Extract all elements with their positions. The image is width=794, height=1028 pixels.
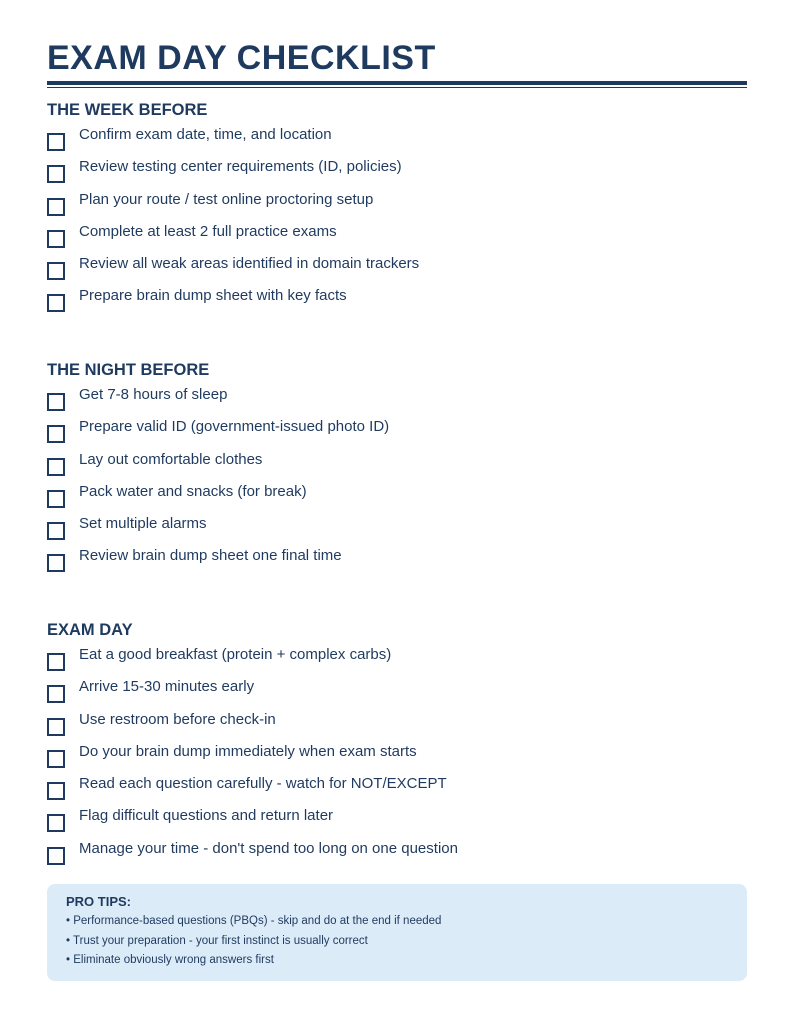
- checkbox[interactable]: [47, 847, 65, 865]
- checklist-item: [47, 840, 747, 872]
- pro-tip-item: • Trust your preparation - your first instinct is usually correct: [66, 934, 368, 947]
- pro-tips-list: [66, 912, 441, 971]
- checklist-item: [47, 743, 747, 775]
- checklist-item-label: Eat a good breakfast (protein + complex carbs): [79, 646, 392, 663]
- section-heading: EXAM DAY: [47, 621, 133, 639]
- checklist-item-label: Set multiple alarms: [79, 515, 207, 533]
- pro-tip-item: • Eliminate obviously wrong answers first: [66, 954, 274, 966]
- page-title: EXAM DAY CHECKLIST: [47, 39, 436, 77]
- checklist-item: [47, 223, 747, 255]
- pro-tips-box: [47, 884, 747, 981]
- checkbox[interactable]: [47, 653, 65, 671]
- checkbox[interactable]: [47, 554, 65, 572]
- checklist-item: [47, 126, 747, 158]
- checkbox[interactable]: [47, 294, 65, 312]
- checklist: [47, 646, 747, 872]
- checklist-item: [47, 547, 747, 579]
- checklist-item-label: Complete at least 2 full practice exams: [79, 222, 337, 240]
- checklist-item: [47, 775, 747, 807]
- section-night-before: [47, 359, 747, 580]
- checkbox[interactable]: [47, 198, 65, 216]
- section-heading: THE WEEK BEFORE: [47, 101, 208, 119]
- checklist-item-label: Read each question carefully - watch for NOT/EXCEPT: [79, 775, 447, 793]
- checkbox[interactable]: [47, 522, 65, 540]
- checkbox[interactable]: [47, 133, 65, 151]
- checklist-item: [47, 386, 747, 418]
- checklist-item: [47, 807, 747, 839]
- checklist-item-label: Plan your route / test online proctoring setup: [79, 190, 374, 208]
- checklist-item: [47, 255, 747, 287]
- checklist-item: [47, 646, 747, 678]
- checklist-item-label: Lay out comfortable clothes: [79, 450, 263, 468]
- checkbox[interactable]: [47, 165, 65, 183]
- checklist-item-label: Review testing center requirements (ID, policies): [79, 158, 402, 176]
- checklist-item: [47, 483, 747, 515]
- checklist: [47, 386, 747, 580]
- checkbox[interactable]: [47, 685, 65, 703]
- checklist-item: [47, 451, 747, 483]
- checkbox[interactable]: [47, 718, 65, 736]
- checkbox[interactable]: [47, 490, 65, 508]
- section-exam-day: [47, 619, 747, 872]
- title-divider-thick: [47, 81, 747, 85]
- checklist-item-label: Review all weak areas identified in domain trackers: [79, 255, 420, 273]
- checkbox[interactable]: [47, 393, 65, 411]
- checklist-item-label: Do your brain dump immediately when exam starts: [79, 742, 417, 760]
- checkbox[interactable]: [47, 782, 65, 800]
- checkbox[interactable]: [47, 262, 65, 280]
- checklist-item-label: Arrive 15-30 minutes early: [79, 678, 255, 696]
- checklist-item-label: Flag difficult questions and return later: [79, 807, 334, 825]
- title-divider-thin: [47, 87, 747, 88]
- pro-tip-item: • Performance-based questions (PBQs) - skip and do at the end if needed: [66, 915, 442, 927]
- pro-tips-heading: PRO TIPS:: [66, 894, 132, 909]
- checklist: [47, 126, 747, 320]
- checklist-item-label: Prepare valid ID (government-issued photo ID): [79, 418, 390, 436]
- checkbox[interactable]: [47, 814, 65, 832]
- checklist-item-label: Prepare brain dump sheet with key facts: [79, 287, 347, 305]
- checklist-item: [47, 418, 747, 450]
- section-week-before: [47, 99, 747, 320]
- checklist-item-label: Get 7-8 hours of sleep: [79, 386, 228, 403]
- checkbox[interactable]: [47, 458, 65, 476]
- checkbox[interactable]: [47, 230, 65, 248]
- checklist-item: [47, 191, 747, 223]
- checklist-item-label: Review brain dump sheet one final time: [79, 547, 342, 565]
- checkbox[interactable]: [47, 750, 65, 768]
- checklist-item: [47, 515, 747, 547]
- checklist-item-label: Use restroom before check-in: [79, 710, 276, 728]
- section-heading: THE NIGHT BEFORE: [47, 361, 210, 379]
- checklist-item-label: Confirm exam date, time, and location: [79, 126, 332, 143]
- checklist-item: [47, 158, 747, 190]
- checklist-item-label: Manage your time - don't spend too long on one question: [79, 839, 458, 857]
- checkbox[interactable]: [47, 425, 65, 443]
- checklist-item: [47, 711, 747, 743]
- checklist-item-label: Pack water and snacks (for break): [79, 482, 307, 500]
- checklist-item: [47, 287, 747, 319]
- checklist-item: [47, 678, 747, 710]
